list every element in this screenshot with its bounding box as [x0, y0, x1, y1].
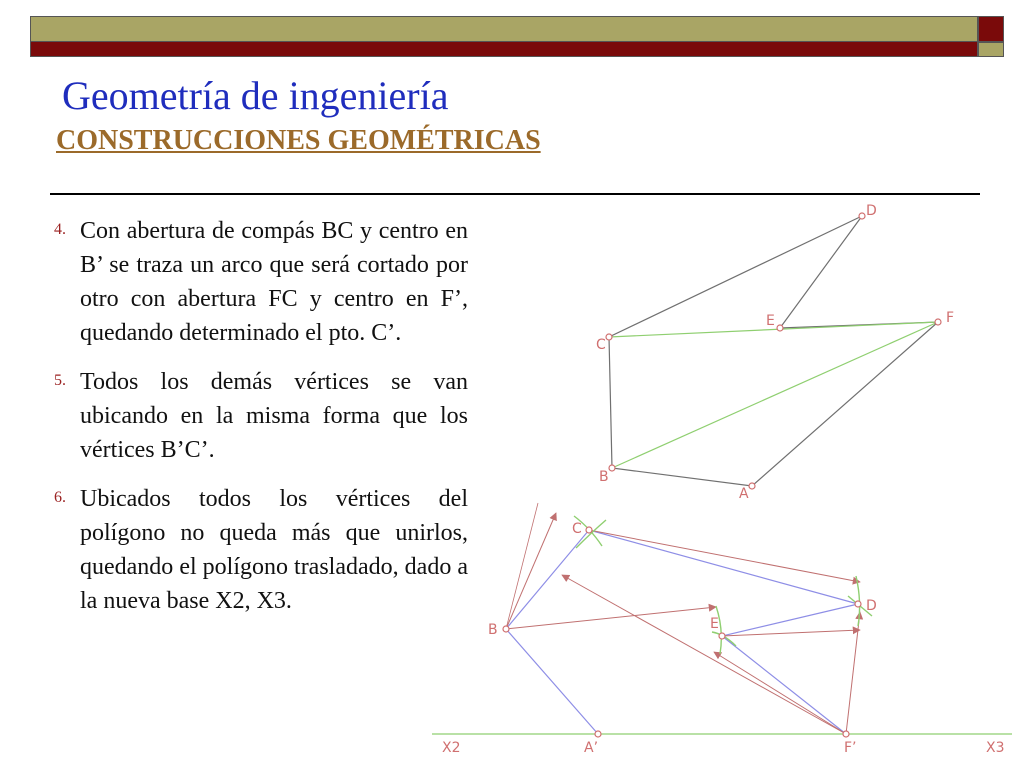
label-f-prime: F’	[844, 740, 857, 756]
top-bar-olive-band	[31, 17, 977, 42]
vertex-a-prime	[595, 731, 601, 737]
original-labels	[596, 203, 954, 502]
steps-list	[54, 214, 468, 633]
step-text: Todos los demás vértices se van ubicando en la misma forma que los vértices B’C’.	[80, 369, 468, 463]
step-text: Ubicados todos los vértices del polígono no queda más que unirlos, quedando el polígono trasladado, dado a la nueva base X2, X3.	[80, 486, 468, 614]
label-c-prime: C	[572, 521, 582, 537]
label-b-prime: B	[488, 622, 498, 638]
top-decorative-bar	[30, 16, 978, 57]
original-polygon	[609, 216, 938, 486]
step-number: 5.	[54, 372, 66, 389]
construction-arrows	[506, 503, 860, 734]
arrow-b-e	[506, 607, 716, 629]
vertex-b-prime	[503, 626, 509, 632]
vertex-d	[859, 213, 865, 219]
title-divider	[50, 193, 980, 195]
vertex-c	[606, 334, 612, 340]
step-item	[54, 365, 468, 467]
vertex-f	[935, 319, 941, 325]
label-a-prime: A’	[584, 740, 599, 756]
arrow-f-e	[714, 652, 846, 734]
corner-square-olive	[978, 42, 1004, 57]
construction-line-bf	[612, 322, 938, 468]
step-item	[54, 482, 468, 618]
vertex-a	[749, 483, 755, 489]
label-c: C	[596, 337, 606, 353]
label-f: F	[946, 310, 955, 326]
original-polygon-edges	[609, 216, 938, 486]
label-d: D	[866, 203, 877, 219]
step-number: 4.	[54, 221, 66, 238]
baseline	[432, 734, 1012, 756]
vertex-d-prime	[855, 601, 861, 607]
label-e: E	[766, 313, 775, 329]
vertex-e-prime	[719, 633, 725, 639]
slide-title: Geometría de ingeniería	[62, 73, 449, 118]
label-e-prime: E	[710, 616, 719, 632]
label-x3: X3	[986, 740, 1005, 756]
vertex-e	[777, 325, 783, 331]
vertex-b	[609, 465, 615, 471]
step-text: Con abertura de compás BC y centro en B’ se traza un arco que será cortado por otro con abertura FC y centro en F’, quedando determinado el pto. C’.	[80, 218, 468, 346]
label-x2: X2	[442, 740, 461, 756]
label-d-prime: D	[866, 598, 877, 614]
vertex-f-prime	[843, 731, 849, 737]
step-number: 6.	[54, 489, 66, 506]
slide-subtitle: CONSTRUCCIONES GEOMÉTRICAS	[56, 125, 541, 156]
vertex-c-prime	[586, 527, 592, 533]
arrow-f-c	[562, 575, 846, 734]
construction-figure	[420, 196, 1024, 768]
arrow-c-d	[589, 530, 860, 582]
corner-square-dark	[978, 16, 1004, 42]
label-a: A	[739, 486, 749, 502]
step-item	[54, 214, 468, 350]
label-b: B	[599, 469, 609, 485]
